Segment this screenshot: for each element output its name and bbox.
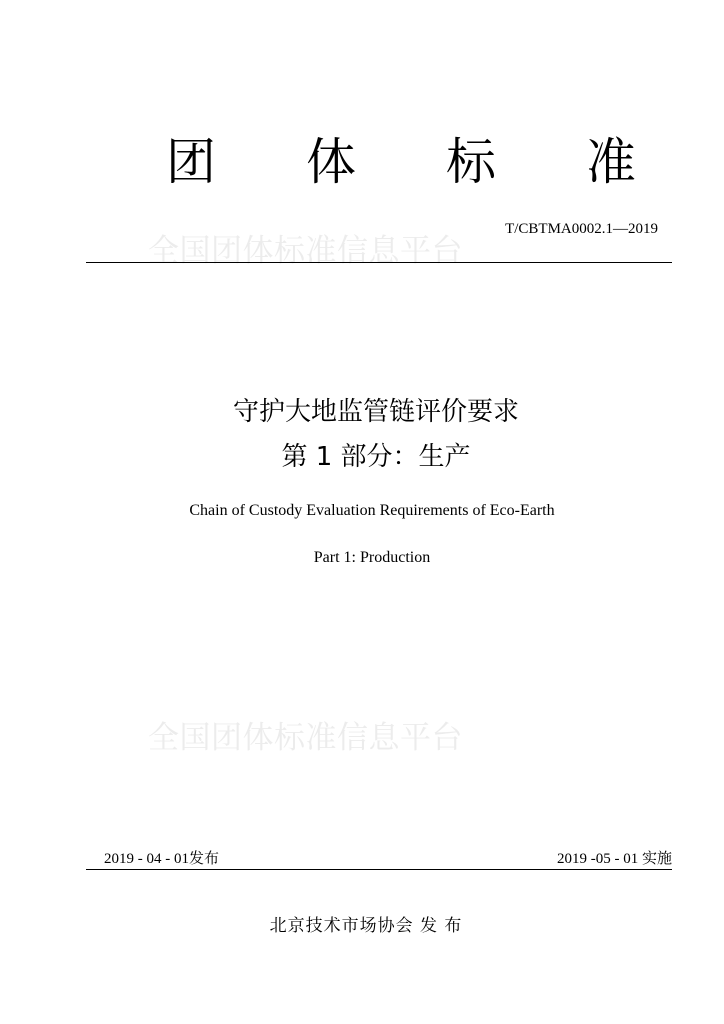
watermark-bottom: 全国团体标准信息平台 — [148, 720, 463, 756]
title-english-part: Part 1: Production — [313, 549, 431, 566]
bottom-divider — [86, 869, 672, 870]
standard-number: T/CBTMA0002.1—2019 — [505, 221, 658, 237]
publisher: 北京技术市场协会 发 布 — [269, 916, 463, 936]
implementation-date: 2019 -05 - 01 实施 — [557, 851, 672, 867]
title-chinese-part: 第 1 部分：生产 — [281, 442, 471, 472]
issue-date: 2019 - 04 - 01发布 — [104, 851, 219, 867]
header-char-zhun: 准 — [586, 133, 636, 191]
title-chinese-main: 守护大地监管链评价要求 — [232, 397, 519, 427]
header-char-biao: 标 — [446, 133, 496, 191]
header-char-tuan: 团 — [166, 133, 216, 191]
title-english-main: Chain of Custody Evaluation Requirements of Eco-Earth — [189, 502, 555, 519]
header-char-ti: 体 — [306, 133, 356, 191]
watermark-top: 全国团体标准信息平台 — [148, 233, 463, 269]
top-divider — [86, 262, 672, 263]
